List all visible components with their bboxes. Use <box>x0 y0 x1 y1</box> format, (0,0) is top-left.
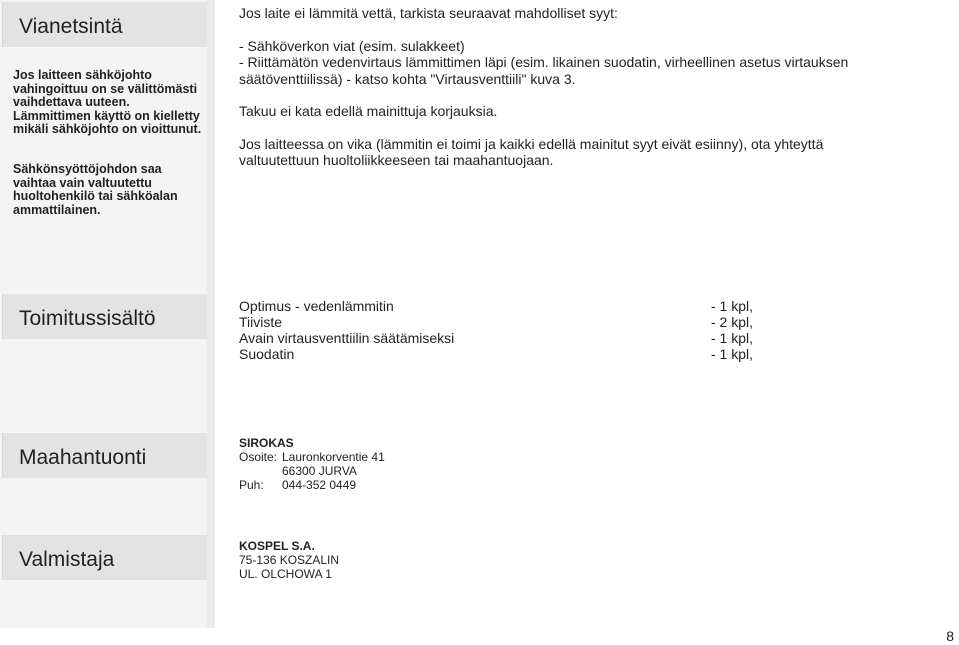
delivery-item-qty: - 1 kpl, <box>711 298 754 314</box>
delivery-item-name: Avain virtausventtiilin säätämiseksi <box>239 330 455 346</box>
section-header-importer <box>2 433 207 478</box>
cause-item-continued: säätöventtiilissä) - katso kohta "Virtausventtiili" kuva 3. <box>239 70 576 87</box>
section-header-delivery <box>2 294 207 339</box>
manufacturer-address-line: 75-136 KOSZALIN <box>239 553 340 567</box>
manufacturer-info <box>239 539 339 581</box>
delivery-item-list <box>239 298 454 362</box>
troubleshooting-intro: Jos laite ei lämmitä vettä, tarkista seuraavat mahdolliset syyt: <box>239 5 618 21</box>
manufacturer-address-line: UL. OLCHOWA 1 <box>239 567 332 581</box>
delivery-item-qty: - 1 kpl, <box>711 346 754 362</box>
service-note: Jos laitteessa on vika (lämmitin ei toimi ja kaikki edellä mainitut syyt eivät esiinny), ota yhteyttä <box>239 135 824 152</box>
service-note-continued: valtuutettuun huoltoliikkeeseen tai maahantuojaan. <box>239 152 554 168</box>
delivery-item-qty: - 1 kpl, <box>711 330 754 346</box>
manufacturer-name: KOSPEL S.A. <box>239 539 315 553</box>
warning-power-cord: Jos laitteen sähköjohto vahingoittuu on se välittömästi vaihdettava uuteen. Lämmittimen käyttö on kielletty mikäli sähköjohto on vioittunut. <box>13 68 202 136</box>
troubleshooting-content <box>239 5 848 169</box>
phone-number: 044-352 0449 <box>282 478 357 492</box>
section-title: Vianetsintä <box>19 15 123 38</box>
section-header-manufacturer <box>2 535 207 580</box>
section-title: Toimitussisältö <box>19 307 156 330</box>
section-title: Valmistaja <box>19 548 115 571</box>
delivery-item-name: Tiiviste <box>239 314 283 330</box>
page-number: 8 <box>946 628 954 644</box>
warning-cord-replacement: Sähkönsyöttöjohdon saa vaihtaa vain valtuutettu huoltohenkilö tai sähköalan ammattilainen. <box>13 162 178 217</box>
section-title: Maahantuonti <box>19 446 147 469</box>
section-header-troubleshooting <box>2 2 207 47</box>
address-line: 66300 JURVA <box>282 464 357 478</box>
phone-label: Puh: <box>239 478 264 492</box>
address-line: Lauronkorventie 41 <box>282 450 385 464</box>
delivery-item-qty: - 2 kpl, <box>711 314 754 330</box>
address-label: Osoite: <box>239 450 278 464</box>
cause-item: - Sähköverkon viat (esim. sulakkeet) <box>239 37 465 54</box>
importer-name: SIROKAS <box>239 436 294 450</box>
delivery-quantity-list <box>711 298 753 362</box>
warranty-note: Takuu ei kata edellä mainittuja korjauksia. <box>239 103 498 119</box>
delivery-item-name: Optimus - vedenlämmitin <box>239 298 394 314</box>
cause-item: - Riittämätön vedenvirtaus lämmittimen läpi (esim. likainen suodatin, virheellinen asetus virtauksen <box>239 54 849 70</box>
importer-info <box>239 436 385 492</box>
delivery-item-name: Suodatin <box>239 346 295 362</box>
